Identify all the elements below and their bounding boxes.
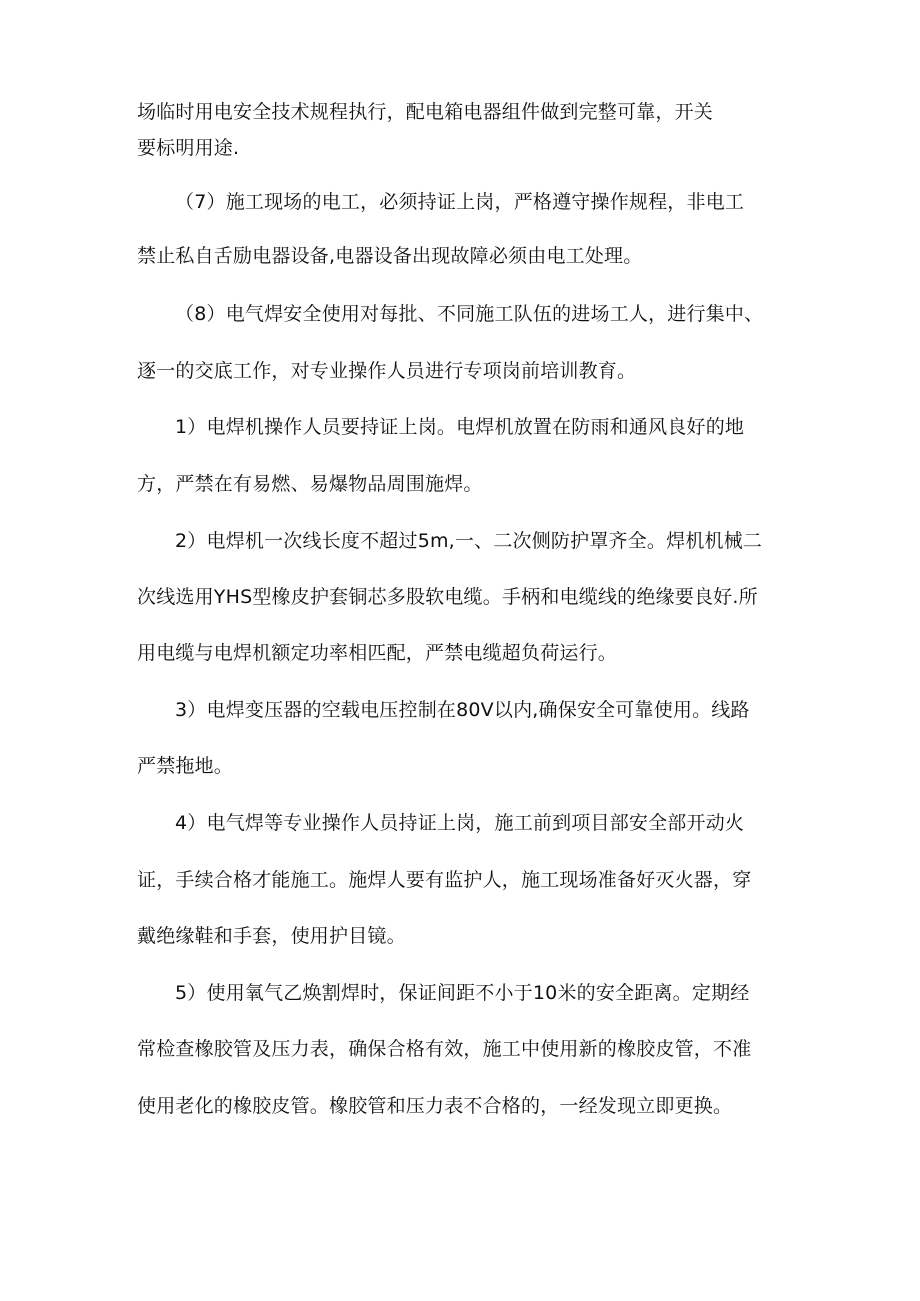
item-2-line: 2）电焊机一次线长度不超过5m,一、二次侧防护罩齐全。焊机机械二 (175, 530, 763, 552)
text-line: 要标明用途. (137, 137, 240, 159)
item-5-line: 5）使用氧气乙焕割焊时，保证间距不小于10米的安全距离。定期经 (175, 982, 750, 1004)
text-line: 严禁拖地。 (137, 755, 234, 777)
text-line: 戴绝缘鞋和手套，使用护目镜。 (137, 925, 406, 947)
text-line: 方，严禁在有易燃、易爆物品周围施焊。 (137, 473, 483, 495)
text-line: 常检查橡胶管及压力表，确保合格有效，施工中使用新的橡胶皮管，不准 (137, 1038, 752, 1060)
text-line: 证，手续合格才能施工。施焊人要有监护人，施工现场准备好灭火器，穿 (137, 869, 752, 891)
text-line: 逐一的交底工作，对专业操作人员进行专项岗前培训教育。 (137, 360, 637, 382)
text-line: 禁止私自舌励电器设备,电器设备出现故障必须由电工处理。 (137, 245, 643, 267)
text-line: 用电缆与电焊机额定功率相匹配，严禁电缆超负荷运行。 (137, 642, 618, 664)
text-line: 使用老化的橡胶皮管。橡胶管和压力表不合格的，一经发现立即更换。 (137, 1095, 733, 1117)
paragraph-8-line: （8）电气焊安全使用对每批、不同施工队伍的进场工人，进行集中、 (175, 303, 764, 325)
item-1-line: 1）电焊机操作人员要持证上岗。电焊机放置在防雨和通风良好的地 (175, 416, 745, 438)
item-3-line: 3）电焊变压器的空载电压控制在80V以内,确保安全可靠使用。线路 (175, 699, 750, 721)
item-4-line: 4）电气焊等专业操作人员持证上岗，施工前到项目部安全部开动火 (175, 812, 745, 834)
text-line: 次线选用YHS型橡皮护套铜芯多股软电缆。手柄和电缆线的绝缘要良好.所 (137, 586, 758, 608)
paragraph-7-line: （7）施工现场的电工，必须持证上岗，严格遵守操作规程，非电工 (175, 191, 745, 213)
text-line: 场临时用电安全技术规程执行，配电箱电器组件做到完整可靠，开关 (137, 101, 714, 123)
